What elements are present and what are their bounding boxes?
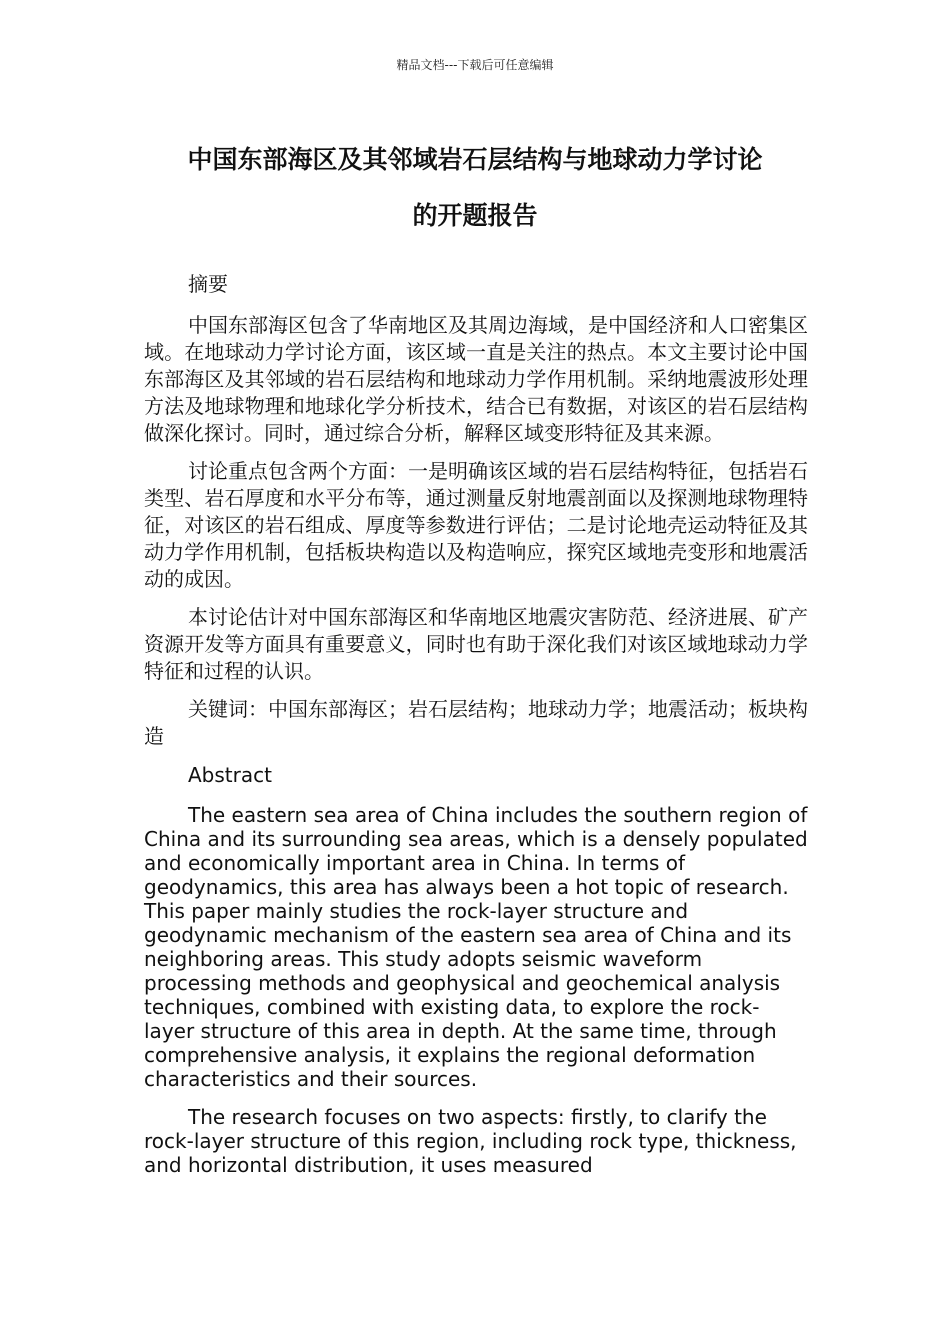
- abstract-cn-heading: 摘要: [188, 272, 228, 296]
- document-body: [144, 270, 808, 1191]
- abstract-cn-paragraph-3: 本讨论估计对中国东部海区和华南地区地震灾害防范、经济进展、矿产资源开发等方面具有重要意义，同时也有助于深化我们对该区域地球动力学特征和过程的认识。: [144, 605, 808, 683]
- title-line-1: 中国东部海区及其邻域岩石层结构与地球动力学讨论: [187, 145, 763, 174]
- abstract-en-paragraph-2: The research focuses on two aspects: firstly, to clarify the rock-layer structure of this region, including rock type, thickness, and horizontal distribution, it uses measured: [144, 1105, 797, 1177]
- header-note: 精品文档---下载后可任意编辑: [396, 58, 554, 72]
- abstract-cn-paragraph-2: 讨论重点包含两个方面：一是明确该区域的岩石层结构特征，包括岩石类型、岩石厚度和水平分布等，通过测量反射地震剖面以及探测地球物理特征，对该区的岩石组成、厚度等参数进行评估；二是讨论地壳运动特征及其动力学作用机制，包括板块构造以及构造响应，探究区域地壳变形和地震活动的成因。: [144, 459, 808, 591]
- document-title: [140, 132, 810, 244]
- title-line-2: 的开题报告: [412, 201, 538, 230]
- keywords-cn: 关键词：中国东部海区；岩石层结构；地球动力学；地震活动；板块构造: [144, 697, 808, 748]
- abstract-en-paragraph-1: The eastern sea area of China includes the southern region of China and its surrounding sea areas, which is a densely populated and economically important area in China. In terms of geodynamics, this area has always been a hot topic of research. This paper mainly studies the rock-layer structure and geodynamic mechanism of the eastern sea area of China and its neighboring areas. This study adopts seismic waveform processing methods and geophysical and geochemical analysis techniques, combined with existing data, to explore the rock-layer structure of this area in depth. At the same time, through comprehensive analysis, it explains the regional deformation characteristics and their sources.: [144, 803, 808, 1091]
- abstract-en-heading: Abstract: [188, 763, 272, 787]
- abstract-cn-paragraph-1: 中国东部海区包含了华南地区及其周边海域，是中国经济和人口密集区域。在地球动力学讨论方面，该区域一直是关注的热点。本文主要讨论中国东部海区及其邻域的岩石层结构和地球动力学作用机制。采纳地震波形处理方法及地球物理和地球化学分析技术，结合已有数据，对该区的岩石层结构做深化探讨。同时，通过综合分析，解释区域变形特征及其来源。: [144, 313, 808, 445]
